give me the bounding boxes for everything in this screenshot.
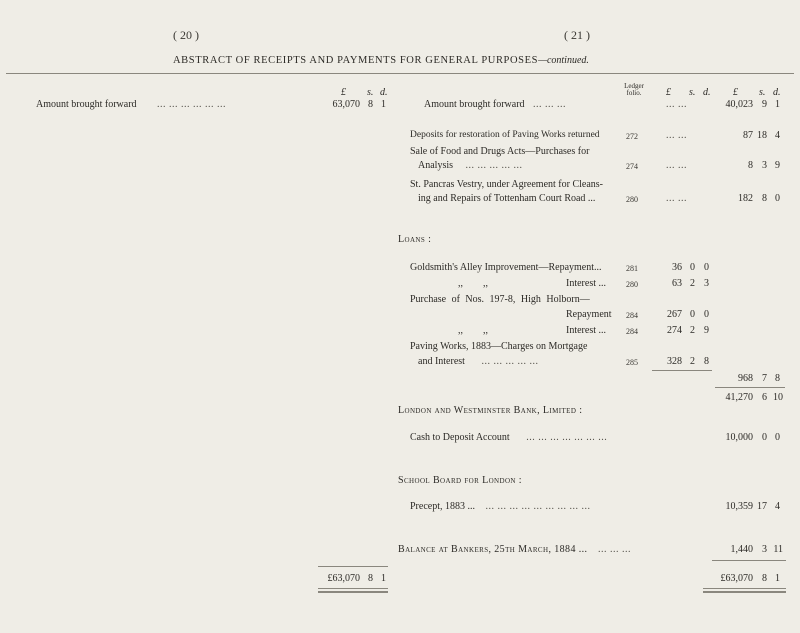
paving-pounds: 328	[667, 356, 682, 367]
goldsmith-interest-ditto: ,, ,,	[458, 278, 488, 289]
right-col-d-1: d.	[703, 87, 711, 98]
purchase-interest-ditto: ,, ,,	[458, 325, 488, 336]
paving-folio: 285	[626, 358, 638, 367]
goldsmith-interest-label: Interest ...	[566, 278, 606, 289]
right-col-ledger-folio: Ledger folio.	[624, 82, 644, 97]
purchase-interest-pounds: 274	[667, 325, 682, 336]
balance-pounds: 1,440	[730, 544, 753, 555]
left-total-double-rule-2	[318, 591, 388, 593]
left-col-shillings: s.	[367, 87, 374, 98]
loans-sum-rule	[652, 370, 712, 371]
st-pancras-line1: St. Pancras Vestry, under Agreement for Cleans-	[410, 179, 604, 190]
purchase-interest-s: 2	[690, 325, 695, 336]
loans-total-s: 7	[762, 373, 767, 384]
school-board-heading: School Board for London :	[398, 475, 522, 486]
goldsmith-repay-pounds: 36	[672, 262, 682, 273]
goldsmith-repay-folio: 281	[626, 264, 638, 273]
right-total-s: 8	[762, 573, 767, 584]
subtotal-s: 6	[762, 392, 767, 403]
goldsmith-interest-pounds: 63	[672, 278, 682, 289]
right-total-d: 1	[775, 573, 780, 584]
paving-d: 8	[704, 356, 709, 367]
subtotal-rule	[715, 387, 785, 388]
right-brought-forward-label: Amount brought forward ... ... ...	[424, 99, 567, 110]
balance-label: Balance at Bankers, 25th March, 1884 ... ... ... ...	[398, 544, 631, 555]
purchase-line1: Purchase of Nos. 197-8, High Holborn—	[410, 294, 590, 305]
deposits-pounds: 87	[743, 130, 753, 141]
sale-food-line1: Sale of Food and Drugs Acts—Purchases for	[410, 146, 590, 157]
school-board-pounds: 10,359	[725, 501, 753, 512]
right-col-pounds-2: £	[733, 87, 738, 98]
left-brought-forward-pounds: 63,070	[332, 99, 360, 110]
goldsmith-interest-d: 3	[704, 278, 709, 289]
purchase-repay-d: 0	[704, 309, 709, 320]
deposits-s: 18	[757, 130, 767, 141]
sale-food-pounds: 8	[748, 160, 753, 171]
balance-d: 11	[773, 544, 783, 555]
paving-s: 2	[690, 356, 695, 367]
right-col-pounds-1: £	[666, 87, 671, 98]
right-total-top-rule	[712, 560, 786, 561]
sale-food-s: 3	[762, 160, 767, 171]
purchase-interest-label: Interest ...	[566, 325, 606, 336]
loans-heading: Loans :	[398, 234, 432, 245]
left-brought-forward-d: 1	[381, 99, 386, 110]
right-total-pounds: £63,070	[720, 573, 753, 584]
london-bank-s: 0	[762, 432, 767, 443]
purchase-repay-label: Repayment	[566, 309, 612, 320]
purchase-interest-folio: 284	[626, 327, 638, 336]
london-bank-d: 0	[775, 432, 780, 443]
heading-main: ABSTRACT OF RECEIPTS AND PAYMENTS FOR GENERAL PURPOSES	[173, 55, 539, 66]
school-board-d: 4	[775, 501, 780, 512]
sale-food-folio: 274	[626, 162, 638, 171]
right-total-double-rule-2	[703, 591, 786, 593]
st-pancras-line2: ing and Repairs of Tottenham Court Road ...	[418, 193, 596, 204]
st-pancras-s: 8	[762, 193, 767, 204]
page-number-left: ( 20 )	[173, 28, 199, 42]
deposits-folio: 272	[626, 132, 638, 141]
sale-food-d: 9	[775, 160, 780, 171]
purchase-repay-pounds: 267	[667, 309, 682, 320]
deposits-d: 4	[775, 130, 780, 141]
right-brought-forward-s: 9	[762, 99, 767, 110]
page-heading	[173, 55, 589, 66]
right-total-double-rule-1	[703, 588, 786, 589]
deposits-dots: ... ...	[666, 130, 687, 141]
goldsmith-interest-s: 2	[690, 278, 695, 289]
st-pancras-dots: ... ...	[666, 193, 687, 204]
left-total-d: 1	[381, 573, 386, 584]
right-brought-forward-dots: ... ...	[666, 99, 687, 110]
subtotal-d: 10	[773, 392, 783, 403]
goldsmith-repay-label: Goldsmith's Alley Improvement—Repayment...	[410, 262, 602, 273]
school-board-label: Precept, 1883 ... ... ... ... ... ... ... ... ... ...	[410, 501, 591, 512]
heading-continued: —continued.	[538, 55, 589, 66]
right-col-s-1: s.	[689, 87, 696, 98]
purchase-repay-folio: 284	[626, 311, 638, 320]
heading-rule	[6, 73, 794, 74]
loans-total-pounds: 968	[738, 373, 753, 384]
left-total-double-rule-1	[318, 588, 388, 589]
left-total-top-rule	[318, 566, 388, 567]
left-brought-forward-label: Amount brought forward ... ... ... ... ... ...	[36, 99, 227, 110]
right-col-s-2: s.	[759, 87, 766, 98]
paving-label: and Interest ... ... ... ... ...	[418, 356, 539, 367]
st-pancras-pounds: 182	[738, 193, 753, 204]
goldsmith-repay-d: 0	[704, 262, 709, 273]
london-bank-heading: London and Westminster Bank, Limited :	[398, 405, 583, 416]
purchase-repay-s: 0	[690, 309, 695, 320]
st-pancras-folio: 280	[626, 195, 638, 204]
goldsmith-interest-folio: 280	[626, 280, 638, 289]
sale-food-line2: Analysis ... ... ... ... ...	[418, 160, 523, 171]
left-brought-forward-s: 8	[368, 99, 373, 110]
left-total-s: 8	[368, 573, 373, 584]
st-pancras-d: 0	[775, 193, 780, 204]
sale-food-dots: ... ...	[666, 160, 687, 171]
right-brought-forward-d: 1	[775, 99, 780, 110]
left-total-pounds: £63,070	[327, 573, 360, 584]
london-bank-pounds: 10,000	[725, 432, 753, 443]
right-brought-forward-pounds: 40,023	[725, 99, 753, 110]
balance-s: 3	[762, 544, 767, 555]
loans-total-d: 8	[775, 373, 780, 384]
left-col-pence: d.	[380, 87, 388, 98]
goldsmith-repay-s: 0	[690, 262, 695, 273]
right-col-d-2: d.	[773, 87, 781, 98]
london-bank-label: Cash to Deposit Account ... ... ... ... ... ... ...	[410, 432, 608, 443]
subtotal-pounds: 41,270	[725, 392, 753, 403]
deposits-label: Deposits for restoration of Paving Works returned	[410, 130, 600, 140]
paving-line1: Paving Works, 1883—Charges on Mortgage	[410, 341, 588, 352]
left-col-pounds: £	[341, 87, 346, 98]
purchase-interest-d: 9	[704, 325, 709, 336]
school-board-s: 17	[757, 501, 767, 512]
page-number-right: ( 21 )	[564, 28, 590, 42]
